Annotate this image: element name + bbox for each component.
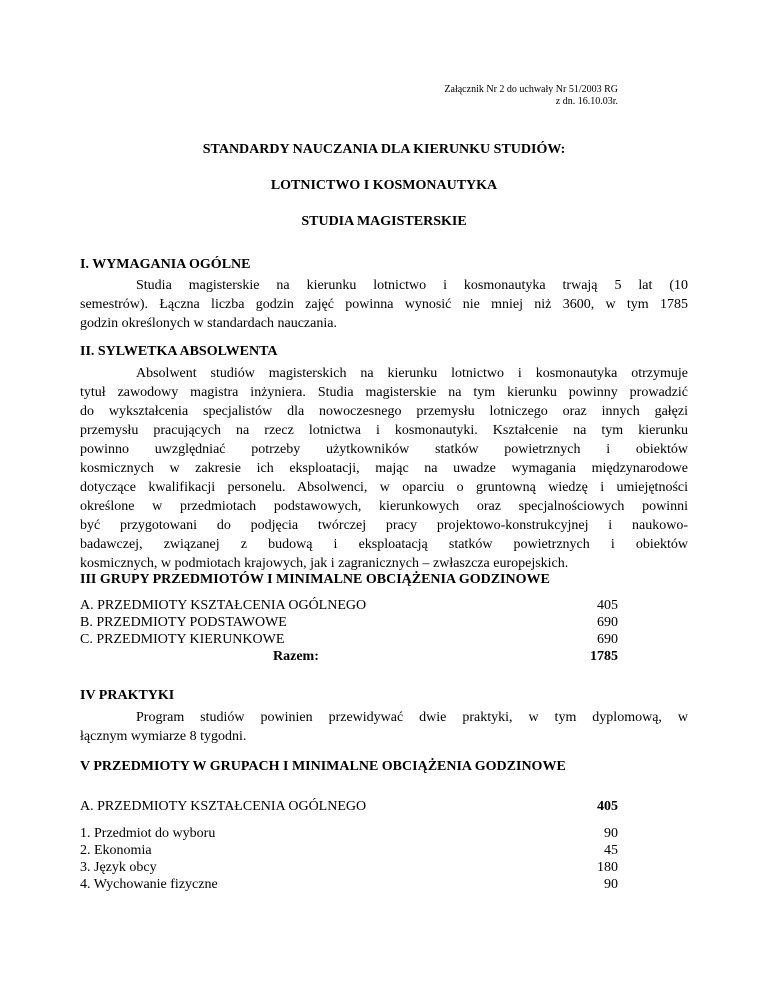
group-hours: 690 [597,632,618,647]
annex-line-1: Załącznik Nr 2 do uchwały Nr 51/2003 RG [444,84,618,95]
section-4-paragraph [80,708,688,746]
paragraph-line: być przygotowani do podjęcia twórczej pracy projektowo-konstrukcyjnej i naukowo- [80,518,688,533]
section-1-paragraph [80,276,688,333]
subject-label: 4. Wychowanie fizyczne [80,877,218,892]
document-title: STANDARDY NAUCZANIA DLA KIERUNKU STUDIÓW: [202,142,566,157]
paragraph-line: powinno uwzględniać potrzeby użytkowników statków powietrznych i obiektów [80,442,688,457]
total-label: Razem: [273,649,319,664]
group-label: A. PRZEDMIOTY KSZTAŁCENIA OGÓLNEGO [80,598,367,613]
subject-hours: 90 [604,877,618,892]
group-hours: 405 [597,799,618,814]
section-2-heading: II. SYLWETKA ABSOLWENTA [80,344,278,359]
paragraph-line: Studia magisterskie na kierunku lotnictwo i kosmonautyka trwają 5 lat (10 [136,278,688,293]
paragraph-line: kosmicznych, w podmiotach krajowych, jak i zagranicznych – zwłaszcza europejskich. [80,556,569,571]
paragraph-line: Program studiów powinien przewidywać dwie praktyki, w tym dyplomową, w [136,710,688,725]
group-label: B. PRZEDMIOTY PODSTAWOWE [80,615,287,630]
annex-line-2: z dn. 16.10.03r. [555,96,618,107]
study-level-title: STUDIA MAGISTERSKIE [301,214,467,229]
paragraph-line: określone w przedmiotach podstawowych, kierunkowych oraz specjalnościowych powinni [80,499,688,514]
section-2-paragraph [80,364,688,573]
paragraph-line: tytuł zawodowy magistra inżyniera. Studia magisterskie na tym kierunku powinny prowadzić [80,385,688,400]
field-of-study-title: LOTNICTWO I KOSMONAUTYKA [270,178,498,193]
subject-hours: 45 [604,843,618,858]
section-1-heading: I. WYMAGANIA OGÓLNE [80,257,251,272]
paragraph-line: do wykształcenia specjalistów dla nowoczesnego przemysłu lotniczego oraz innych gałęzi [80,404,688,419]
subject-label: 3. Język obcy [80,860,157,875]
paragraph-line: dotyczące kwalifikacji personelu. Absolwenci, w oparciu o gruntowną wiedzę i umiejętności [80,480,688,495]
paragraph-line: kosmicznych w zakresie ich eksploatacji, mając na uwadze wymagania międzynarodowe [80,461,688,476]
paragraph-line: godzin określonych w standardach nauczania. [80,316,337,331]
annex-note [444,84,618,108]
paragraph-line: łącznym wymiarze 8 tygodni. [80,729,247,744]
subject-hours: 90 [604,826,618,841]
group-label: C. PRZEDMIOTY KIERUNKOWE [80,632,285,647]
paragraph-line: Absolwent studiów magisterskich na kierunku lotnictwo i kosmonautyka otrzymuje [136,366,688,381]
subject-hours: 180 [597,860,618,875]
paragraph-line: semestrów). Łączna liczba godzin zajęć powinna wynosić nie mniej niż 3600, w tym 1785 [80,297,688,312]
section-3-heading: III GRUPY PRZEDMIOTÓW I MINIMALNE OBCIĄŻENIA GODZINOWE [80,572,550,587]
total-hours: 1785 [590,649,618,664]
section-4-heading: IV PRAKTYKI [80,688,175,703]
paragraph-line: badawczej, związanej z budową i eksploatacją statków powietrznych i obiektów [80,537,688,552]
group-label: A. PRZEDMIOTY KSZTAŁCENIA OGÓLNEGO [80,799,367,814]
paragraph-line: przemysłu pracujących na rzecz lotnictwa i kosmonautyki. Kształcenie na tym kierunku [80,423,688,438]
subject-label: 1. Przedmiot do wyboru [80,826,216,841]
section-5-heading: V PRZEDMIOTY W GRUPACH I MINIMALNE OBCIĄŻENIA GODZINOWE [80,759,566,774]
group-hours: 690 [597,615,618,630]
group-hours: 405 [597,598,618,613]
subject-label: 2. Ekonomia [80,843,152,858]
